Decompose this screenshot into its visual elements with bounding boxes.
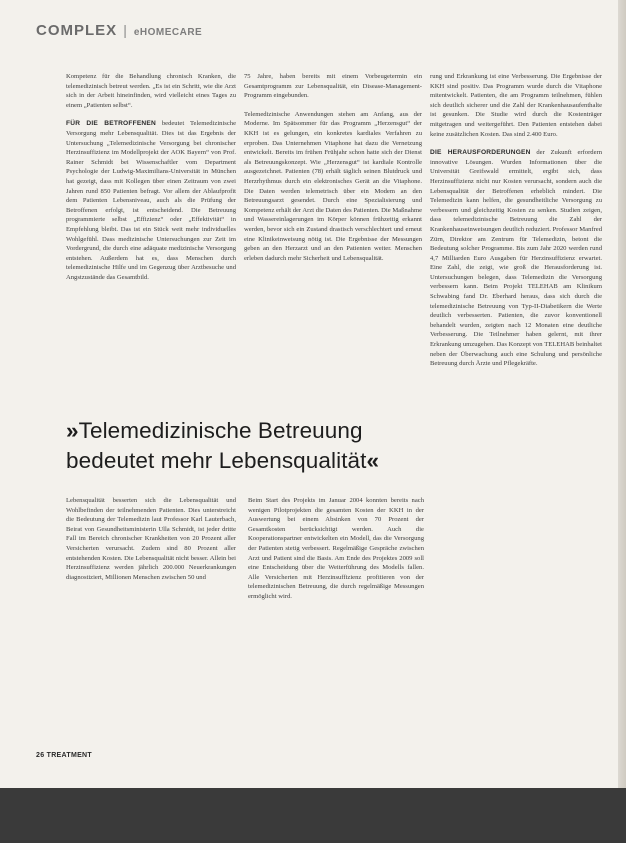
pull-quote (66, 416, 426, 476)
article-column-2 (244, 72, 422, 272)
pull-quote-text: Telemedizinische Betreuung bedeutet mehr Lebensqualität (66, 418, 367, 473)
column1-lead-in: FÜR DIE BETROFFENEN (66, 120, 156, 128)
column2-paragraph-1: 75 Jahre, haben bereits mit einem Vorbeugetermin ein Gesamtprogramm zur Lebensqualität, ein Disease-Management-Programm eingebunden. (244, 73, 422, 100)
pull-quote-open-mark: » (66, 418, 79, 443)
column1-paragraph-1: Kompetenz für die Behandlung chronisch Kranken, die telemedizinisch betreut werden. „Es ist ein Schritt, wie die Arzt sich in der Arbeit hineinfinden, wird vielleicht eines Tages zu einem „Patienten selbst“. (66, 73, 236, 109)
page-edge-shadow (618, 0, 626, 788)
column2-paragraph-2: Telemedizinische Anwendungen stehen am Anfang, aus der Moderne. Im Spätsommer für das Programm „Herzensgut“ der KKH ist es gelungen, ein konkretes kardiales Verfahren zu erproben. Das Unternehmen Vitaphone hat dazu die Vernetzung entwickelt. Bereits im frühen Frühjahr schon hatte sich der Dienst als Betreuungskonzept. Wie „Herzensgut“ ist kardiale Kontrolle ausgezeichnet. Patienten (78) erhält täglich seinen Blutdruck und Herzrhythmus durch ein elektronisches Gerät an die Vitaphone. Die Daten werden telemetrisch über ein Modem an den Betreuungsarzt gesendet. Durch eine Spezialisierung und Kompetenz erhält der Arzt die Daten des Patienten. Die Maßnahme und Wassereinlagerungen im Körper können frühzeitig erkannt werden, bevor sich ein Zustand drastisch verschlechtert und erneut eine Klinikeinweisung nötig ist. Die Ergebnisse der Messungen geben an den Herzarzt und an den Patienten weiter. Menschen erleben dadurch mehr Sicherheit und Lebensqualität. (244, 110, 422, 262)
column3-paragraph-2 (430, 148, 602, 369)
page-header (36, 22, 202, 39)
scan-bottom-bar (0, 788, 626, 843)
column3-paragraph-2-text: der Zukunft erfordern innovative Lösungen. Wurden Informationen über die Universität Greifswald ermittelt, ergibt sich, dass Herzinsuffizienz nicht nur Kosten verursacht, sondern auch die Lebensqualität der Betroffenen erheblich mindert. Die Telemedizin kann helfen, die gesundheitliche Versorgung zu verbessern und gleichzeitig Kosten zu senken. Studien zeigen, dass telemedizinische Betreuung die Zahl der Krankenhauseinweisungen deutlich reduziert. Professor Manfred Zürn, Direktor am Zentrum für Telemedizin, betont die Bedeutung solcher Programme. Bis zum Jahr 2020 werden rund 4,7 Milliarden Euro Ausgaben für Herzinsuffizienz erwartet. Eine Zahl, die zeigt, wie groß die Herausforderung ist. Untersuchungen belegen, dass Telemedizin die Versorgung verbessern kann. Beim Projekt TELEHAB am Klinikum Schwabing fand Dr. Eberhard heraus, dass sich durch die telemedizinische Betreuung von Typ-II-Diabetikern die Werte deutlich verbesserten. Patienten, die zuvor konventionell behandelt wurden, zeigten nach 12 Monaten eine deutliche Verbesserung. Die Teilnehmer haben gelernt, mit ihrer Erkrankung umzugehen. Das Konzept von TELEHAB beinhaltet neben der Überwachung auch eine Schulung und persönliche Betreuung durch Ärzte und Pflegekräfte. (430, 149, 602, 368)
column1-paragraph-2 (66, 119, 236, 282)
pull-quote-close-mark: « (366, 448, 380, 473)
column3-paragraph-1: rung und Erkrankung ist eine Verbesserung. Die Ergebnisse der KKH sind positiv. Das Programm wurde durch die Vitaphone mitentwickelt. Patienten, die am Programm teilnehmen, fühlen sich deutlich sicherer und die Zahl der Krankenhausaufenthalte ist gesunken. Die Studie wird durch die Kostenträger mitgetragen und weitergeführt. Den Patienten entstehen dabei keine zusätzlichen Kosten. Das sind 2.400 Euro. (430, 73, 602, 138)
column3-lead-in: DIE HERAUSFORDERUNGEN (430, 149, 531, 157)
column1-paragraph-2-text: bedeutet Telemedizinische Versorgung mehr Lebensqualität. Dies ist das Ergebnis der Untersuchung „Telemedizinische Versorgung bei chronischer Herzinsuffizienz im Modellprojekt der AOK Bayern“ von Prof. Rainer Schmidt bei Wissenschaftler vom Department Psychologie der Ludwig-Maximilians-Universität in München hat gezeigt, dass mit Kollegen über einen Zeitraum von zwei Jahren rund 850 Patienten befragt. Vor allem der Ablaufprofit dem Patienten Lebensniveau, auch als die Prüfung der Betroffenen erfolgt, ist entscheidend. Die Betreuung programmierte selbst „Effizienz“ oder „Effektivität“ in Empfehlung bleibt. Das ist ein Stück weit mehr individuelles Wohlgefühl. Dass medizinische Untersuchungen zur Zeit im Vordergrund, die durch eine adäquate medizinische Versorgung entstehen. Außerdem hat es, dass Menschen durch telemedizinische Hilfe und im Gegenzug über Arztbesuche und Angstzustände das Gesamtbild. (66, 120, 236, 281)
article-bottom-column-2 (248, 496, 424, 611)
article-column-3 (430, 72, 602, 378)
article-column-1 (66, 72, 236, 291)
bottom-column1-paragraph: Lebensqualität besserten sich die Lebensqualität und Wohlbefinden der teilnehmenden Patienten. Dies unterstreicht die Bedeutung der Telemedizin laut Professor Karl Lauterbach, Beirat von Gesundheitsministerin Ulla Schmidt, ist jeder dritte Fall im Bereich chronischer Krankheiten von 20 Prozent aller Versicherten verursacht. Zudem sind 80 Prozent aller entstehenden Kosten. Die Lebensqualität nicht besser. Allein bei Herzinsuffizienz werden jährlich 200.000 Neuerkrankungen diagnostiziert, Millionen Menschen zwischen 50 und (66, 497, 236, 581)
article-bottom-column-1 (66, 496, 236, 591)
section-title: COMPLEX (36, 22, 118, 39)
bottom-column2-paragraph: Beim Start des Projekts im Januar 2004 konnten bereits nach wenigen Pilotprojekten die gesamten Kosten der KKH in der Auswertung bei einem Absinken von 70 Prozent der Gesamtkosten berücksichtigt werden. Auch die Kooperationspartner entwickelten ein Modell, das die Versorgung der Patienten stetig verbessert. Regelmäßige Gespräche zwischen Arzt und Patient sind die Basis. Am Ende des Projektes 2009 soll eine Entscheidung über die Weiterführung des Modells fallen. Alle Versicherten mit Herzinsuffizienz profitieren von der telemedizinischen Betreuung, die durch regelmäßige Messungen ermöglicht wird. (248, 497, 424, 600)
page-footer: 26 TREATMENT (36, 752, 92, 759)
subsection-title: eHOMECARE (133, 27, 203, 38)
header-separator: | (123, 22, 128, 38)
